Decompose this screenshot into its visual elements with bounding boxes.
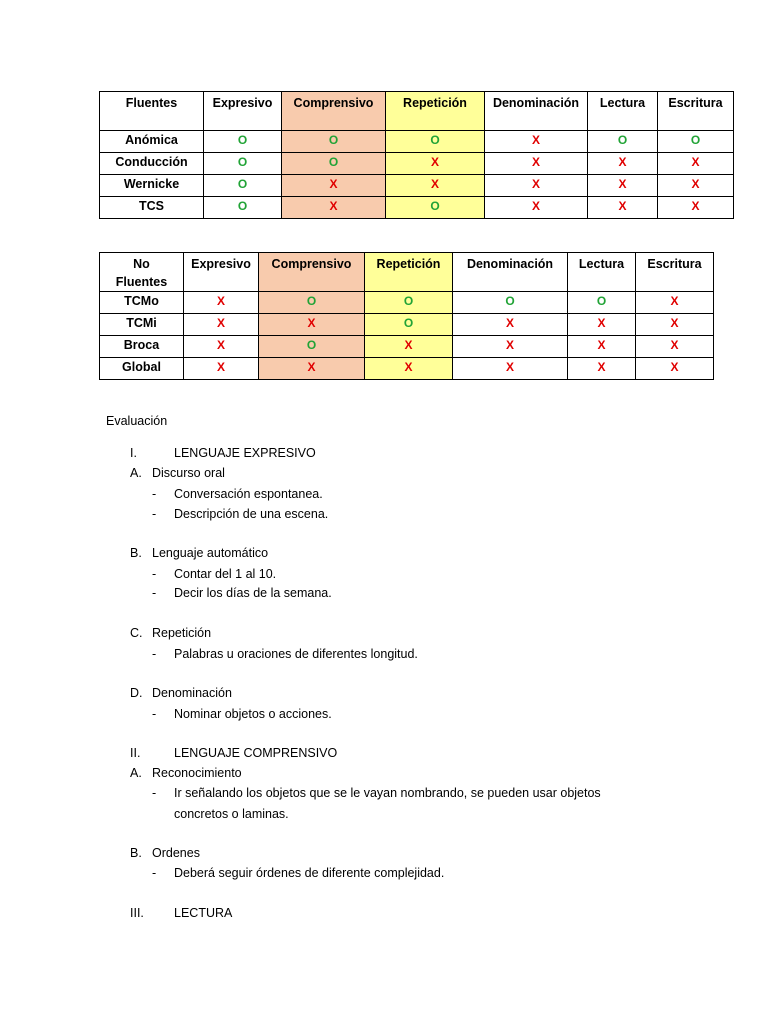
- table-header-row: [100, 253, 714, 292]
- mark-cell: O: [282, 131, 386, 153]
- header-cell: Lectura: [588, 92, 658, 131]
- section-number: II.: [130, 746, 141, 760]
- table-row: [100, 131, 734, 153]
- mark-cell: X: [588, 175, 658, 197]
- mark-cell: X: [636, 336, 714, 358]
- bullet-item: Nominar objetos o acciones.: [174, 707, 332, 721]
- row-name: Wernicke: [100, 175, 204, 197]
- mark-cell: O: [204, 131, 282, 153]
- mark-cell: X: [636, 292, 714, 314]
- header-cell: Denominación: [485, 92, 588, 131]
- mark-cell: X: [282, 197, 386, 219]
- row-name: Anómica: [100, 131, 204, 153]
- header-cell: Escritura: [636, 253, 714, 292]
- row-name: Conducción: [100, 153, 204, 175]
- header-cell: Lectura: [568, 253, 636, 292]
- bullet-item: Deberá seguir órdenes de diferente complejidad.: [174, 866, 445, 880]
- mark-cell: X: [588, 197, 658, 219]
- subsection-letter: B.: [130, 546, 142, 560]
- mark-cell: X: [453, 314, 568, 336]
- mark-cell: X: [365, 336, 453, 358]
- evaluation-title: Evaluación: [106, 414, 168, 428]
- mark-cell: X: [485, 175, 588, 197]
- subsection-letter: A.: [130, 466, 142, 480]
- mark-cell: O: [282, 153, 386, 175]
- bullet-item: Contar del 1 al 10.: [174, 567, 277, 581]
- subsection-title: Ordenes: [152, 846, 200, 860]
- header-cell: Repetición: [386, 92, 485, 131]
- subsection-title: Reconocimiento: [152, 766, 242, 780]
- mark-cell: X: [386, 175, 485, 197]
- bullet-dash: -: [152, 567, 157, 581]
- mark-cell: O: [588, 131, 658, 153]
- row-name: TCMo: [100, 292, 184, 314]
- fluent-aphasia-table: [99, 91, 734, 219]
- mark-cell: X: [184, 336, 259, 358]
- mark-cell: X: [184, 314, 259, 336]
- mark-cell: O: [204, 175, 282, 197]
- bullet-dash: -: [152, 586, 157, 600]
- mark-cell: X: [636, 358, 714, 380]
- row-name: Broca: [100, 336, 184, 358]
- bullet-item: Conversación espontanea.: [174, 487, 323, 501]
- header-cell: Repetición: [365, 253, 453, 292]
- mark-cell: O: [658, 131, 734, 153]
- subsection-title: Repetición: [152, 626, 212, 640]
- table-row: [100, 314, 714, 336]
- header-cell: Expresivo: [204, 92, 282, 131]
- subsection-title: Lenguaje automático: [152, 546, 269, 560]
- header-cell: Fluentes: [100, 92, 204, 131]
- mark-cell: O: [568, 292, 636, 314]
- mark-cell: X: [568, 314, 636, 336]
- bullet-dash: -: [152, 866, 157, 880]
- mark-cell: O: [365, 314, 453, 336]
- header-cell: Expresivo: [184, 253, 259, 292]
- mark-cell: X: [386, 153, 485, 175]
- mark-cell: X: [184, 292, 259, 314]
- mark-cell: X: [453, 336, 568, 358]
- bullet-dash: -: [152, 507, 157, 521]
- mark-cell: X: [568, 336, 636, 358]
- header-cell: No Fluentes: [100, 253, 184, 292]
- mark-cell: X: [658, 175, 734, 197]
- bullet-item: Descripción de una escena.: [174, 507, 329, 521]
- row-name: TCS: [100, 197, 204, 219]
- subsection-letter: A.: [130, 766, 142, 780]
- bullet-item: Ir señalando los objetos que se le vayan nombrando, se pueden usar objetos: [174, 786, 601, 800]
- mark-cell: X: [259, 314, 365, 336]
- mark-cell: O: [386, 197, 485, 219]
- mark-cell: O: [259, 292, 365, 314]
- mark-cell: O: [453, 292, 568, 314]
- mark-cell: X: [485, 153, 588, 175]
- mark-cell: X: [485, 131, 588, 153]
- mark-cell: O: [259, 336, 365, 358]
- mark-cell: X: [282, 175, 386, 197]
- table-row: [100, 358, 714, 380]
- table-row: [100, 197, 734, 219]
- mark-cell: X: [259, 358, 365, 380]
- table-row: [100, 292, 714, 314]
- subsection-letter: D.: [130, 686, 143, 700]
- bullet-dash: -: [152, 647, 157, 661]
- bullet-item: Palabras u oraciones de diferentes longitud.: [174, 647, 418, 661]
- subsection-title: Denominación: [152, 686, 232, 700]
- mark-cell: X: [184, 358, 259, 380]
- section-title: LENGUAJE EXPRESIVO: [174, 446, 316, 460]
- mark-cell: X: [658, 197, 734, 219]
- mark-cell: O: [386, 131, 485, 153]
- mark-cell: X: [485, 197, 588, 219]
- bullet-dash: -: [152, 707, 157, 721]
- header-cell: Escritura: [658, 92, 734, 131]
- table-header-row: [100, 92, 734, 131]
- subsection-title: Discurso oral: [152, 466, 225, 480]
- mark-cell: X: [568, 358, 636, 380]
- row-name: Global: [100, 358, 184, 380]
- table-row: [100, 175, 734, 197]
- bullet-dash: -: [152, 786, 157, 800]
- section-number: III.: [130, 906, 144, 920]
- mark-cell: X: [365, 358, 453, 380]
- header-cell: Comprensivo: [282, 92, 386, 131]
- subsection-letter: B.: [130, 846, 142, 860]
- mark-cell: O: [204, 153, 282, 175]
- table-row: [100, 153, 734, 175]
- bullet-dash: -: [152, 487, 157, 501]
- bullet-item-continuation: concretos o laminas.: [174, 807, 289, 821]
- mark-cell: O: [365, 292, 453, 314]
- row-name: TCMi: [100, 314, 184, 336]
- nonfluent-aphasia-table: [99, 252, 714, 380]
- section-title: LENGUAJE COMPRENSIVO: [174, 746, 338, 760]
- subsection-letter: C.: [130, 626, 143, 640]
- section-number: I.: [130, 446, 137, 460]
- section-title: LECTURA: [174, 906, 233, 920]
- table-row: [100, 336, 714, 358]
- mark-cell: X: [588, 153, 658, 175]
- bullet-item: Decir los días de la semana.: [174, 586, 332, 600]
- mark-cell: O: [204, 197, 282, 219]
- header-cell: Comprensivo: [259, 253, 365, 292]
- header-cell: Denominación: [453, 253, 568, 292]
- mark-cell: X: [636, 314, 714, 336]
- mark-cell: X: [453, 358, 568, 380]
- mark-cell: X: [658, 153, 734, 175]
